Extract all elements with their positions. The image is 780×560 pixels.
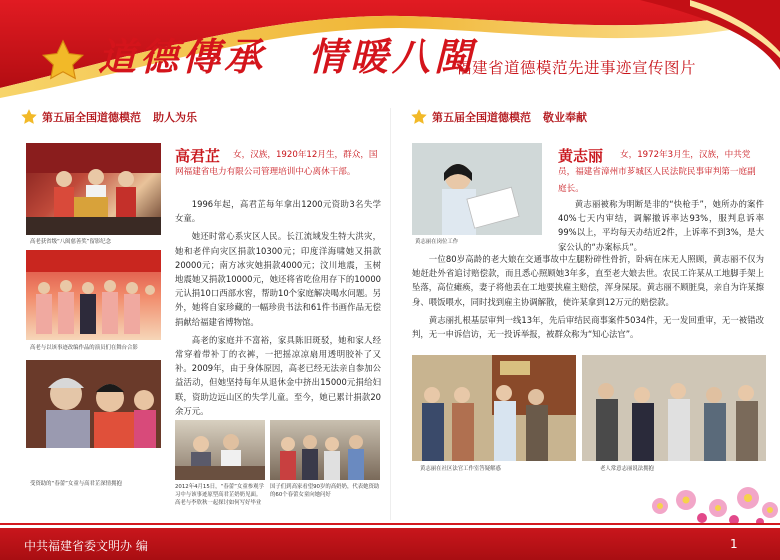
star-icon: [410, 108, 428, 126]
left-photo-caption-1: 高老获省级“八闽慈善奖”留影纪念: [30, 239, 112, 245]
left-section-header: [20, 108, 197, 126]
star-icon: [20, 108, 38, 126]
photo-community: [412, 355, 576, 461]
photo-visit: [175, 420, 265, 480]
left-photo-caption-4: 2012年4月15日，“春蕾”女童参观学习中与该事迹原型高君芷奶奶见面。高老与李欣秋一起探讨如何写好毕业: [175, 484, 264, 506]
banner-title: 道德傳承 情暖八閩: [98, 34, 477, 79]
section-title: 第五届全国道德模范: [432, 111, 531, 124]
left-photo-caption-2: 高老与以该事迹改编作品的演员们在舞台合影: [30, 345, 138, 351]
right-paragraph: 黄志丽被称为明断是非的“快枪手”，她所办的案件40%七天内审结，调解撤诉率达93%，服判息诉率99%以上，平均每天办结近2件，上诉率不到3%，是大家公认的“办案标兵”。: [558, 199, 764, 252]
photo-stage: [26, 250, 161, 340]
left-photo-caption-5: 国子们到高家看望90岁的高奶奶，代表她资助的60个春蕾女童向她问好: [270, 484, 380, 498]
section-category: 助人为乐: [153, 111, 197, 124]
right-photo-caption-2: 黄志丽在社区法官工作室答疑解惑: [420, 466, 501, 472]
footer-org: 中共福建省委文明办 编: [24, 539, 148, 553]
left-paragraph: 她还时常心系灾区人民。长江流域发生特大洪灾，她和老伴向灾区捐款10300元；印度洋海啸她又捐款20000元；南方冰灾她捐款4000元；汶川地震，玉树地震她又捐款10000元，她还将省吃俭用存下的10000元认捐10口西部水窖，帮助10个家庭解决喝水问题。另外，她将自家珍藏的一幅珍贵书法和61件书画作品无偿捐献给福建省博物馆。: [175, 231, 381, 327]
right-person-name: 黄志丽: [558, 147, 604, 165]
photo-elders: [582, 355, 766, 461]
photo-judge-work: [412, 143, 542, 235]
flower-decoration: [640, 470, 780, 525]
section-title: 第五届全国道德模范: [42, 111, 141, 124]
left-photo-caption-3: 受资助的“春蕾”女童与高君芷深情拥抱: [30, 481, 122, 487]
left-person-intro: 女，汉族，1920年12月生，群众，国网福建省电力有限公司管理培训中心离休干部。: [175, 150, 378, 177]
right-paragraph: 一位80岁高龄的老大娘在交通事故中左腿粉碎性骨折，卧病在床无人照顾，黄志丽不仅为她赶赴外省追讨赔偿款，而且悉心照顾她3年多，直至老大娘去世。农民工许某从工地脚手架上坠落，高位瘫痪，妻子将他丢在工地要挟雇主赔偿，浑身屎尿。黄志丽不顾脏臭，亲自为许某擦身、喂饭喂水，同时找到雇主协调解散，使许某拿到12万元的赔偿款。: [412, 254, 764, 307]
banner-subtitle: 福建省道德模范先进事迹宣传图片: [456, 59, 697, 77]
left-person-name: 高君芷: [175, 147, 221, 165]
left-paragraph: 高老的家庭并不富裕，家具陈旧斑驳，她和家人经常穿着带补丁的衣裤，一把摇凉凉扇用透明胶补了又补。2009年，由于身体原因，高老已经无法亲自参加公益活动，但她坚持每年从退休金中挤出15000元捐给妇联，资助边远山区的失学儿童。至今，她已累计捐款20余万元。: [175, 334, 381, 416]
right-paragraph: 黄志丽扎根基层审判一线13年，先后审结民商事案件5034件，无一发回重审，无一被错改判，无一申诉信访，无一投诉举报，被群众称为“知心法官”。: [412, 314, 764, 340]
column-divider: [390, 108, 391, 520]
right-body-text-bottom: [412, 252, 764, 345]
right-section-header: [410, 108, 587, 126]
right-body-text-top: [558, 197, 764, 258]
right-photo-caption-3: 老人常意志丽说法拥抱: [600, 466, 654, 472]
left-paragraph: 1996年起，高君芷每年拿出1200元资助3名失学女童。: [175, 199, 381, 224]
star-icon: [40, 38, 86, 84]
page-number: 1: [730, 537, 738, 551]
section-category: 敬业奉献: [543, 111, 587, 124]
photo-hug: [26, 360, 161, 448]
photo-group: [270, 420, 380, 480]
right-photo-caption-1: 黄志丽在岗位工作: [415, 239, 459, 245]
footer-rule: [0, 523, 780, 525]
right-person-intro: 女，1972年3月生，汉族，中共党员，福建省漳州市芗城区人民法院民事审判第一庭副庭长。: [558, 150, 756, 194]
photo-award: [26, 143, 161, 235]
left-body-text: [175, 197, 381, 422]
